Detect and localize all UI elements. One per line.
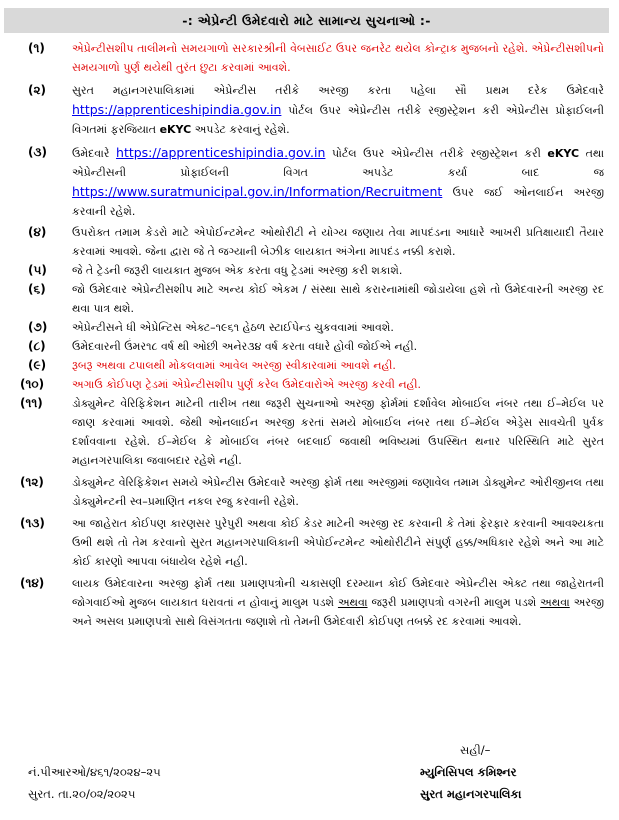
item-number: (૨) xyxy=(28,83,47,97)
item-number: (૧૦) xyxy=(20,377,45,391)
item-number: (૪) xyxy=(28,225,47,239)
list-item xyxy=(0,356,619,375)
item-text: આ જાહેરાત કોઈપણ કારણસર પુરેપુરી અથવા કોઈ કેડર માટેની અરજી રદ કરવાની કે તેમાં ફેરફાર કરવાની આવશ્યકતા ઉભી થશે તો તેમ કરવાનો સુરત મહાનગરપાલિકાની એપોઈન્ટમેન્ટ ઓથોરીટીને સંપુર્ણ હક્ક/અધિકાર રહેશે અને આ માટે કોઈ કારણો આપવા બંધાયેલ રહેશે નહી. xyxy=(72,517,604,568)
signatory-designation: મ્યુનિસિપલ કમિશ્નર xyxy=(420,765,517,779)
apprenticeship-portal-link[interactable]: https://apprenticeshipindia.gov.in xyxy=(72,102,282,117)
item-text: ડોક્યુમેન્ટ વેરિફિકેશન માટેની તારીખ તથા જરૂરી સુચનાઓ અરજી ફોર્મમાં દર્શાવેલ મોબાઈલ નંબર તથા ઈ–મેઈલ પર જાણ કરવામાં આવશે. જેથી ઓનલાઈન અરજી કરતાં સમયે મોબાઈલ નંબર તથા ઈ–મેઈલ એડ્રેસ સાવચેતી પુર્વક દર્શાવવાના રહેશે. ઈ–મેઈલ કે મોબાઈલ નંબર બદલાઈ જવાથી ભવિષ્યમાં ઉપસ્થિત થનાર પરિસ્થિતિ માટે સુરત મહાનગરપાલિકા જવાબદાર રહેશે નહી. xyxy=(72,397,604,467)
list-item xyxy=(0,574,619,631)
smc-recruitment-link[interactable]: https://www.suratmunicipal.gov.in/Information/Recruitment xyxy=(72,184,443,199)
issue-date: સુરત. તા.૨૦/૦૨/૨૦૨૫ xyxy=(28,787,136,801)
list-item xyxy=(0,473,619,511)
list-item xyxy=(0,223,619,261)
item-number: (૬) xyxy=(28,282,46,296)
item-text: ઉમેદવારે https://apprenticeshipindia.gov.in પોર્ટલ ઉપર એપ્રેન્ટીસ તરીકે રજીસ્ટ્રેશન કરી eKYC તથા એપ્રેન્ટીસની પ્રોફાઈલની વિગત અપડેટ કર્યા બાદ જ https://www.suratmunicipal.gov.in/Information/Recruitment ઉપર જઈ ઓનલાઈન અરજી કરવાની રહેશે. xyxy=(72,145,605,218)
item-text: અગાઉ કોઈપણ ટ્રેડમાં એપ્રેન્ટીસશીપ પુર્ણ કરેલ ઉમેદવારોએ અરજી કરવી નહી. xyxy=(72,378,422,391)
item-number: (૩) xyxy=(28,145,47,159)
signature-block xyxy=(0,740,619,820)
list-item xyxy=(0,280,619,318)
item-number: (૮) xyxy=(28,339,46,353)
apprenticeship-portal-link[interactable]: https://apprenticeshipindia.gov.in xyxy=(116,145,326,160)
list-item xyxy=(0,318,619,337)
item-text: જો ઉમેદવાર એપ્રેન્ટીસશીપ માટે અન્ય કોઈ એકમ / સંસ્થા સાથે કરારનામાંથી જોડાયેલા હશે તો ઉમેદવારની અરજી રદ થવા પાત્ર થશે. xyxy=(72,283,604,315)
list-item xyxy=(0,143,619,221)
reference-number: નં.પીઆરઓ/૪૬૧/૨૦૨૪–૨૫ xyxy=(28,765,161,779)
item-text: સુરત મહાનગરપાલિકામાં એપ્રેન્ટીસ તરીકે અરજી કરતા પહેલા સૌ પ્રથમ દરેક ઉમેદવારે https://apprenticeshipindia.gov.in પોર્ટલ ઉપર એપ્રેન્ટીસ તરીકે રજીસ્ટ્રેશન કરી એપ્રેન્ટીસ પ્રોફાઈલની વિગતમાં ફરજિયાત eKYC અપડેટ કરવાનું રહેશે. xyxy=(72,84,605,136)
item-text: ઉમેદવારની ઉંમર૧૮ વર્ષ થી ઓછી અનેર૩૪ વર્ષ કરતા વધારે હોવી જોઈએ નહી. xyxy=(72,340,418,353)
item-text: ડોક્યુમેન્ટ વેરિફિકેશન સમયે એપ્રેન્ટીસ ઉમેદવારે અરજી ફોર્મ તથા અરજીમાં જણાવેલ તમામ ડોક્યુમેન્ટ ઓરીજીનલ તથા ડોક્યુમેન્ટની સ્વ–પ્રમાણિત નકલ રજુ કરવાની રહેશે. xyxy=(72,476,604,508)
item-number: (૫) xyxy=(28,263,47,277)
list-item xyxy=(0,375,619,394)
signature-mark: સહી/– xyxy=(460,743,491,757)
item-number: (૯) xyxy=(28,358,47,372)
item-number: (૧૧) xyxy=(20,396,43,410)
item-number: (૭) xyxy=(28,320,48,334)
item-text: લાયક ઉમેદવારના અરજી ફોર્મ તથા પ્રમાણપત્રોની ચકાસણી દરમ્યાન કોઈ ઉમેદવાર એપ્રેન્ટીસ એક્ટ તથા જાહેરાતની જોગવાઈઓ મુજબ લાયકાત ધરાવતાં ન હોવાનું માલુમ પડશે અથવા જરૂરી પ્રમાણપત્રો વગરની માલુમ પડશે અથવા અરજી અને અસલ પ્રમાણપત્રો સાથે વિસંગતતા જણાશે તો તેમની ઉમેદવારી કોઈપણ તબક્કે રદ કરવામાં આવશે. xyxy=(72,577,605,628)
item-text: એપ્રેન્ટીસને ધી એપ્રેન્ટિસ એક્ટ–૧૯૬૧ હેઠળ સ્ટાઈપેન્ડ ચુકવવામાં આવશે. xyxy=(72,321,394,334)
item-text: જે તે ટ્રેડની જરૂરી લાયકાત મુજબ એક કરતા વધુ ટ્રેડમાં અરજી કરી શકાશે. xyxy=(72,264,403,277)
item-text: એપ્રેન્ટીસશીપ તાલીમનો સમયગાળો સરકારશ્રીની વેબસાઈટ ઉપર જનરેટ થયેલ કોન્ટ્રાક મુજબનો રહેશે. એપ્રેન્ટીસશીપનો સમયગાળો પુર્ણ થયેથી તુરંત છુટા કરવામાં આવશે. xyxy=(72,42,604,74)
list-item xyxy=(0,261,619,280)
item-text: ઉપરોક્ત તમામ કેડરો માટે એપોઈન્ટમેન્ટ ઓથોરીટી ને યોગ્ય જણાય તેવા માપદંડના આધારે આખરી પ્રતિક્ષાયાદી તૈયાર કરવામાં આવશે. જેના દ્વારા જે તે જગ્યાની બેઝીક લાયકાત અંગેના માપદંડ નક્કી કરાશે. xyxy=(72,226,604,258)
item-number: (૧) xyxy=(28,41,45,55)
list-item xyxy=(0,514,619,571)
list-item xyxy=(0,81,619,139)
item-text: રૂબરૂ અથવા ટપાલથી મોકલવામાં આવેલ અરજી સ્વીકારવામાં આવશે નહી. xyxy=(72,359,396,372)
list-item xyxy=(0,337,619,356)
notice-title: -: એપ્રેન્ટી ઉમેદવારો માટે સામાન્ય સુચનાઓ :- xyxy=(4,8,609,33)
item-number: (૧૪) xyxy=(20,576,45,590)
list-item xyxy=(0,394,619,470)
item-number: (૧૩) xyxy=(20,516,45,530)
item-number: (૧૨) xyxy=(20,475,44,489)
instructions-list xyxy=(0,39,619,631)
list-item xyxy=(0,39,619,77)
signatory-office: સુરત મહાનગરપાલિકા xyxy=(420,787,522,801)
